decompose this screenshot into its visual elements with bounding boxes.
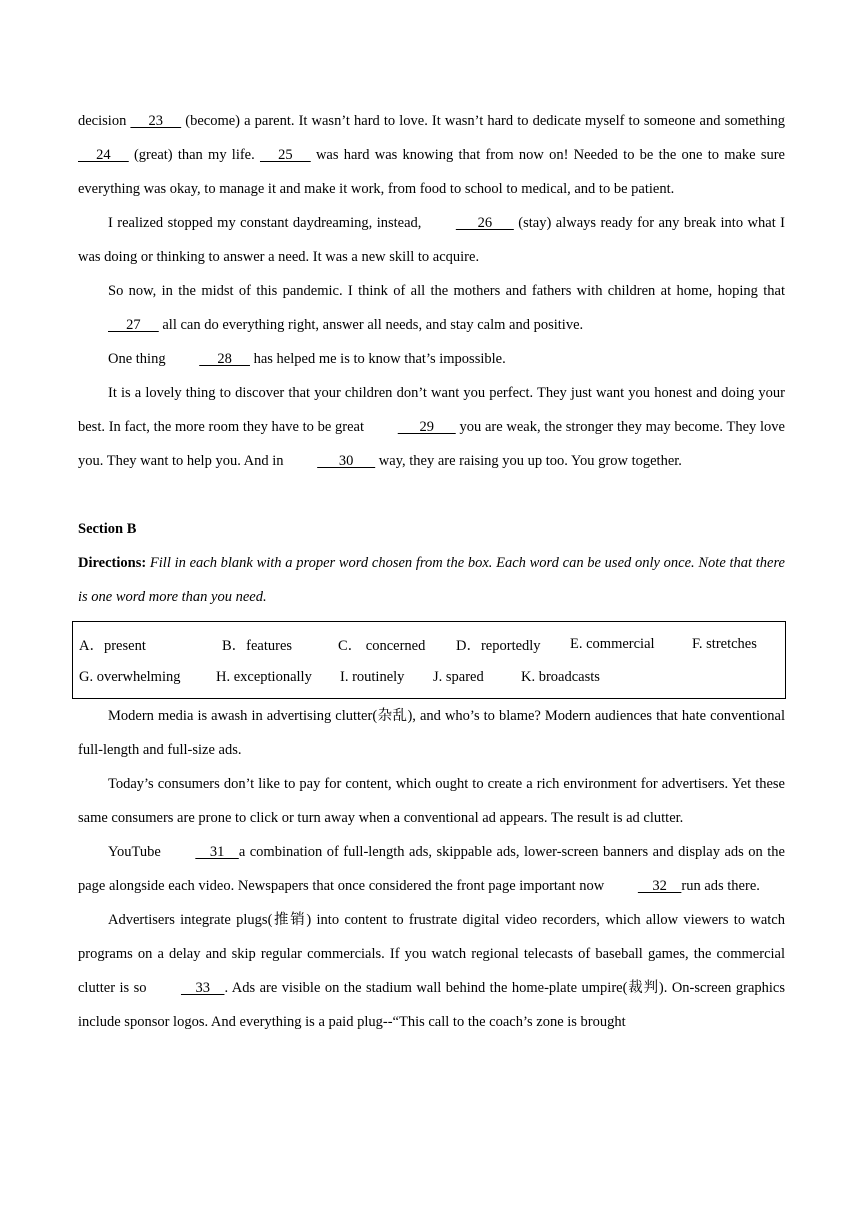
- text: I realized stopped my constant daydreaming, instead,: [108, 215, 426, 231]
- blank-23: 23: [130, 113, 182, 129]
- text: decision: [78, 113, 131, 129]
- document-page: [78, 104, 785, 1039]
- word-box-row-1: [79, 628, 785, 661]
- text: YouTube: [108, 844, 166, 860]
- directions-text: Fill in each blank with a proper word chosen from the box. Each word can be used only once. Note that there is one word more than you need.: [78, 555, 785, 605]
- text: One thing: [108, 351, 170, 367]
- directions-label: Directions:: [78, 555, 147, 571]
- blank-33: 33: [180, 980, 225, 996]
- word-option-b: B．features: [222, 638, 293, 654]
- word-option-a: A．present: [79, 638, 146, 654]
- paragraph-a3: [78, 274, 785, 342]
- blank-27: 27: [108, 317, 159, 333]
- paragraph-a1: [78, 104, 785, 206]
- paragraph-a5: [78, 376, 785, 478]
- word-option-j: J. spared: [433, 669, 484, 685]
- text: run ads there.: [681, 878, 760, 894]
- word-option-i: I. routinely: [340, 669, 405, 685]
- word-option-k: K. broadcasts: [521, 669, 600, 685]
- word-box: [72, 621, 786, 699]
- text: (great) than my life.: [128, 147, 260, 163]
- directions: [78, 546, 785, 614]
- text: (stay) always ready for any break into what I was doing or thinking to answer a need. It was a new skill to acquire.: [78, 215, 785, 265]
- text: It is a lovely thing to discover that your children don’t want you perfect. They just want you honest and doing your best. In fact, the more room they have to be great: [78, 385, 785, 435]
- word-option-f: F. stretches: [692, 636, 757, 652]
- text: has helped me is to know that’s impossible.: [249, 351, 506, 367]
- blank-30: 30: [317, 453, 376, 469]
- text: (become) a parent. It wasn’t hard to love. It wasn’t hard to dedicate myself to someone and something: [181, 113, 785, 129]
- paragraph-b1: Modern media is awash in advertising clutter(杂乱), and who’s to blame? Modern audiences that hate conventional full-length and full-size ads.: [78, 708, 785, 758]
- text: So now, in the midst of this pandemic. I think of all the mothers and fathers with children at home, hoping that: [108, 283, 785, 299]
- blank-28: 28: [199, 351, 250, 367]
- paragraph-b3: [78, 835, 785, 903]
- word-option-d: D．reportedly: [456, 638, 541, 654]
- text: all can do everything right, answer all needs, and stay calm and positive.: [158, 317, 584, 333]
- word-option-e: E. commercial: [570, 636, 655, 652]
- blank-24: 24: [78, 147, 129, 163]
- word-option-h: H. exceptionally: [216, 669, 312, 685]
- text: was hard was knowing that from now on! Needed to be the one to make sure everything was okay, to manage it and make it work, from food to school to medical, and to be patient.: [78, 147, 785, 197]
- paragraph-b4: [78, 903, 785, 1039]
- text: way, they are raising you up too. You grow together.: [375, 453, 682, 469]
- text: a combination of full-length ads, skippable ads, lower-screen banners and display ads on the page alongside each video. Newspapers that once considered the front page important now: [78, 844, 785, 894]
- word-option-g: G. overwhelming: [79, 669, 181, 685]
- section-heading: Section B: [78, 521, 137, 537]
- blank-29: 29: [397, 419, 456, 435]
- paragraph-a2: [78, 206, 785, 274]
- paragraph-a4: [78, 342, 785, 376]
- blank-32: 32: [637, 878, 682, 894]
- blank-26: 26: [455, 215, 514, 231]
- paragraph-b2: Today’s consumers don’t like to pay for content, which ought to create a rich environment for advertisers. Yet these same consumers are prone to click or turn away when a conventional ad appears. The result is ad clutter.: [78, 776, 785, 826]
- text: you are weak, the stronger they may become. They love you. They want to help you. And in: [78, 419, 785, 469]
- text: . Ads are visible on the stadium wall behind the home-plate umpire(裁判). On-screen graphics include sponsor logos. And everything is a paid plug--“This call to the coach’s zone is brought: [78, 980, 785, 1030]
- blank-31: 31: [195, 844, 239, 860]
- text: Advertisers integrate plugs(推销) into content to frustrate digital video recorders, which allow viewers to watch programs on a delay and skip regular commercials. If you watch regional telecasts of baseball games, the commercial clutter is so: [78, 912, 785, 996]
- word-box-row-2: [79, 661, 785, 694]
- spacer: [78, 478, 785, 512]
- word-option-c: C． concerned: [338, 638, 426, 654]
- blank-25: 25: [259, 147, 311, 163]
